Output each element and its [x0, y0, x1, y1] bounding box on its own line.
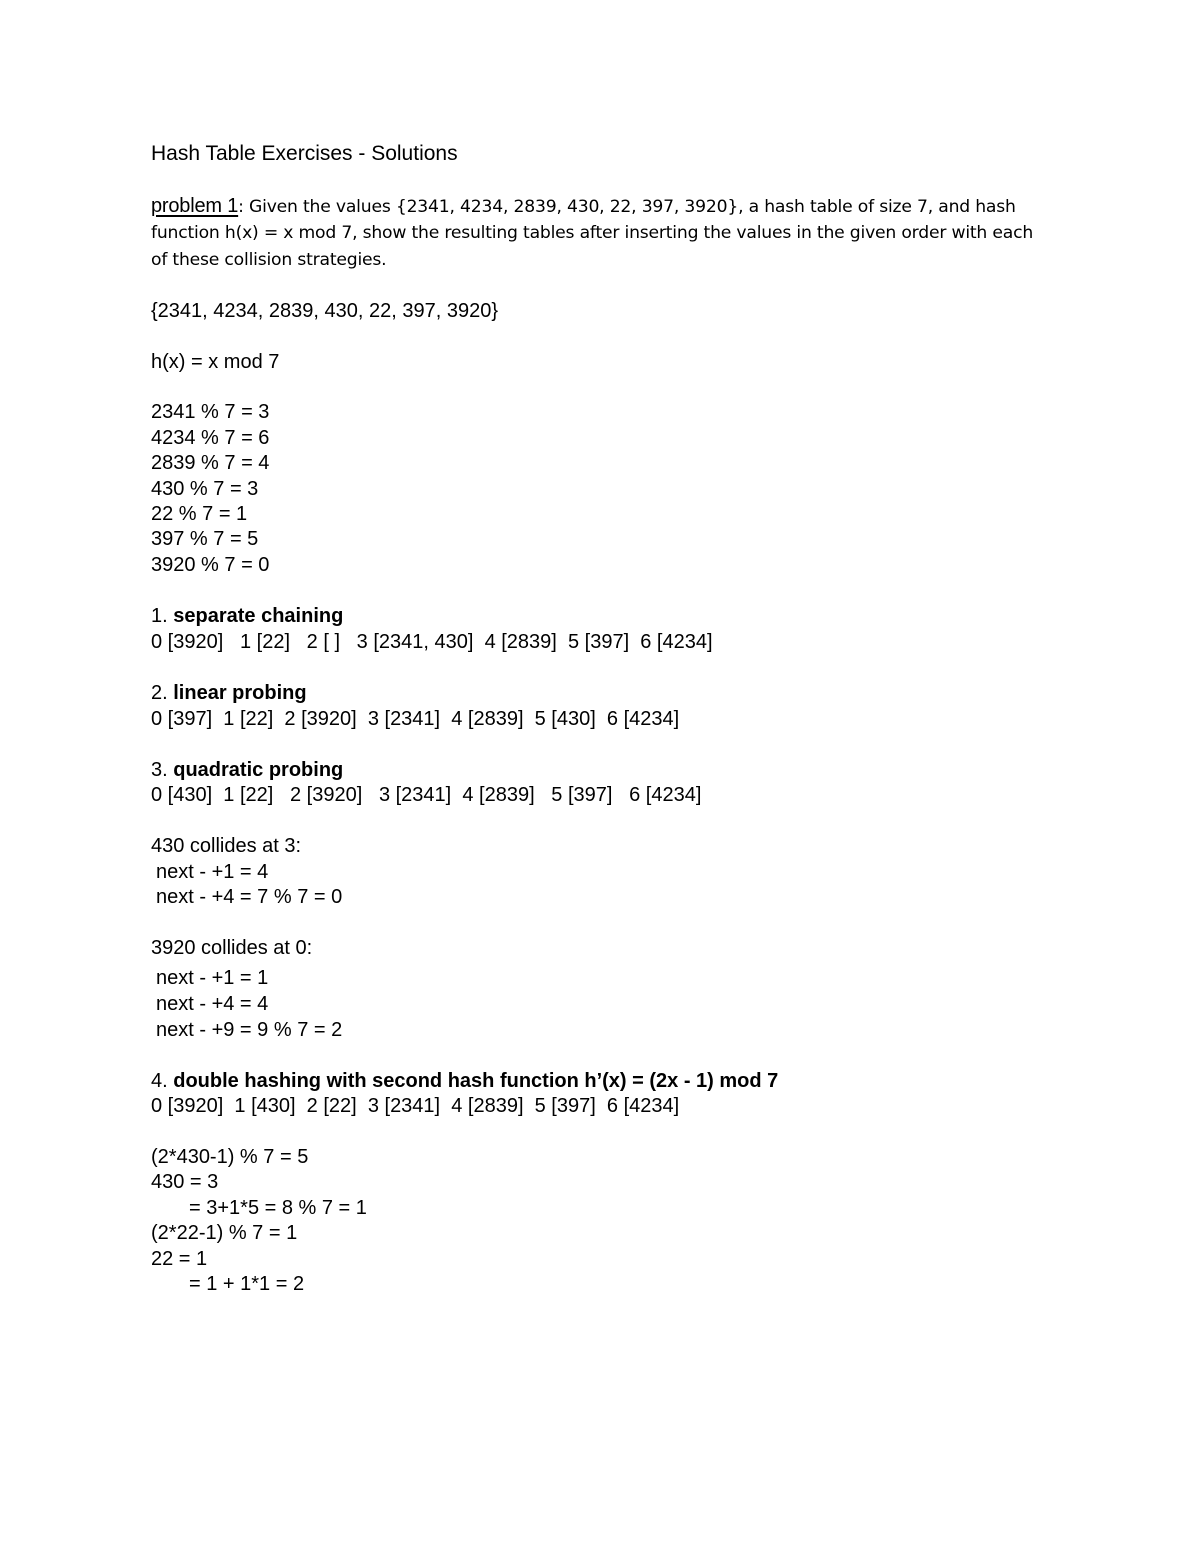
collision-step: next - +1 = 4	[156, 861, 269, 883]
collision-step: next - +4 = 4	[156, 993, 269, 1015]
section-heading-linear-probing: 2. linear probing	[151, 682, 307, 704]
problem-label: problem 1	[151, 195, 239, 217]
section-heading-separate-chaining: 1. separate chaining	[151, 605, 344, 627]
values-set: {2341, 4234, 2839, 430, 22, 397, 3920}	[151, 300, 498, 322]
problem-statement-line-1: problem 1: Given the values {2341, 4234, 2839, 430, 22, 397, 3920}, a hash table of size 7, and hash	[151, 195, 1016, 217]
double-hashing-work-line: (2*22-1) % 7 = 1	[151, 1222, 298, 1244]
mod-line: 430 % 7 = 3	[151, 478, 259, 500]
page-title: Hash Table Exercises - Solutions	[151, 142, 458, 165]
mod-line: 3920 % 7 = 0	[151, 554, 270, 576]
section-heading-quadratic-probing: 3. quadratic probing	[151, 759, 344, 781]
problem-statement-line-3: of these collision strategies.	[151, 250, 387, 270]
separate-chaining-table: 0 [3920] 1 [22] 2 [ ] 3 [2341, 430] 4 [2839] 5 [397] 6 [4234]	[151, 631, 713, 653]
double-hashing-work-line: = 3+1*5 = 8 % 7 = 1	[189, 1197, 367, 1219]
double-hashing-work-line: 22 = 1	[151, 1248, 208, 1270]
double-hashing-table: 0 [3920] 1 [430] 2 [22] 3 [2341] 4 [2839] 5 [397] 6 [4234]	[151, 1095, 680, 1117]
section-heading-double-hashing: 4. double hashing with second hash function h’(x) = (2x - 1) mod 7	[151, 1070, 779, 1092]
mod-line: 2341 % 7 = 3	[151, 401, 270, 423]
mod-line: 22 % 7 = 1	[151, 503, 248, 525]
collision-heading: 3920 collides at 0:	[151, 937, 313, 959]
mod-line: 397 % 7 = 5	[151, 528, 259, 550]
problem-statement-line-2: function h(x) = x mod 7, show the resulting tables after inserting the values in the given order with each	[151, 223, 1034, 243]
collision-step: next - +4 = 7 % 7 = 0	[156, 886, 343, 908]
double-hashing-work-line: (2*430-1) % 7 = 5	[151, 1146, 309, 1168]
collision-step: next - +1 = 1	[156, 967, 269, 989]
hash-function: h(x) = x mod 7	[151, 351, 280, 373]
mod-line: 2839 % 7 = 4	[151, 452, 270, 474]
quadratic-probing-table: 0 [430] 1 [22] 2 [3920] 3 [2341] 4 [2839] 5 [397] 6 [4234]	[151, 784, 702, 806]
double-hashing-work-line: = 1 + 1*1 = 2	[189, 1273, 305, 1295]
collision-heading: 430 collides at 3:	[151, 835, 302, 857]
double-hashing-work-line: 430 = 3	[151, 1171, 219, 1193]
linear-probing-table: 0 [397] 1 [22] 2 [3920] 3 [2341] 4 [2839] 5 [430] 6 [4234]	[151, 708, 680, 730]
mod-line: 4234 % 7 = 6	[151, 427, 270, 449]
collision-step: next - +9 = 9 % 7 = 2	[156, 1019, 343, 1041]
